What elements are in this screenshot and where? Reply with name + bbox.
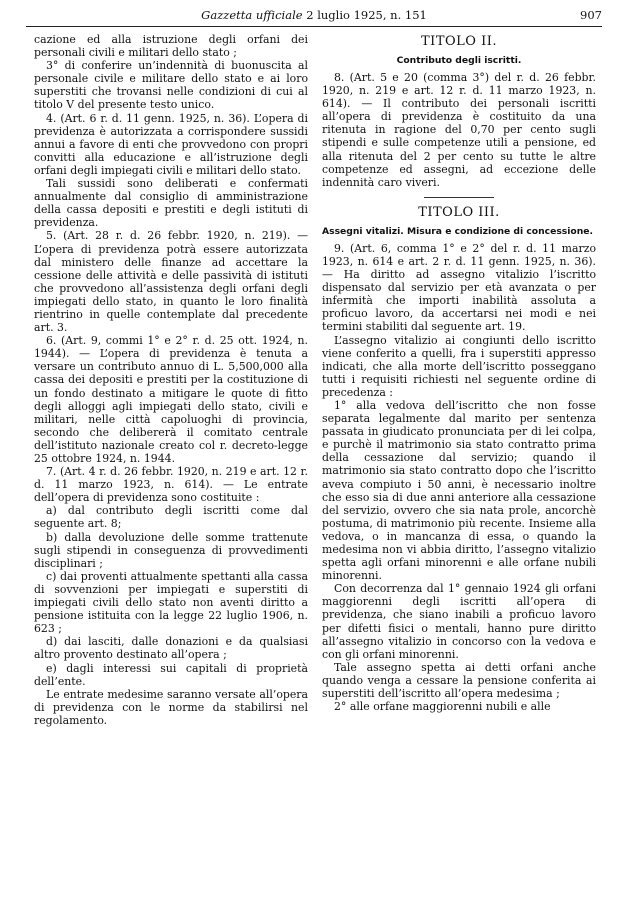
section-heading-titolo-2: TITOLO II. bbox=[421, 34, 497, 49]
section-subheading: Assegni vitalizi. Misura e condizione di concessione. bbox=[322, 225, 593, 237]
list-item: e) dagli interessi sui capitali di proprietà dell’ente. bbox=[34, 661, 308, 688]
paragraph: cazione ed alla istruzione degli orfani dei personali civili e militari dello stato ; bbox=[34, 33, 308, 60]
paragraph: Con decorrenza dal 1° gennaio 1924 gli orfani maggiorenni degli iscritti all’opera di previdenza, che siano inabili a proficuo lavoro per difetti fisici o mentali, hanno pure diritto all’assegno vitalizio in concorso con la vedova e con gli orfani minorenni. bbox=[322, 582, 596, 661]
paragraph: Tale assegno spetta ai detti orfani anche quando venga a cessare la pensione conferita ai superstiti dell’iscritto all’opera medesima ; bbox=[322, 660, 596, 701]
paragraph: L’assegno vitalizio ai congiunti dello iscritto viene conferito a quelli, fra i superstiti appresso indicati, che alla morte dell’iscritto posseggano tutti i requisiti richiesti nel seguente ordine di precedenza : bbox=[322, 333, 596, 399]
header-rule bbox=[26, 26, 602, 27]
article-9: 9. (Art. 6, comma 1° e 2° del r. d. 11 marzo 1923, n. 614 e art. 2 r. d. 11 genn. 1925, n. 36). — Ha diritto ad assegno vitalizio l’iscritto dispensato dal servizio per età avanzata o per infermità che importi inabilità assoluta a proficuo lavoro, da accertarsi nei modi e nei termini stabiliti dal seguente art. 19. bbox=[322, 241, 596, 334]
paragraph: 1° alla vedova dell’iscritto che non fosse separata legalmente dal marito per sentenza passata in giudicato pronunciata per di lei colpa, e purchè il matrimonio sia stato contratto prima della cessazione dal servizio; quando il matrimonio sia stato contratto dopo che l’iscritto aveva compiuto i 50 anni, è necessario inoltre che esso sia di due anni anteriore alla cessazione del servizio, ovvero che sia nata prole, ancorchè postuma, di matrimonio più recente. Insieme alla vedova, o in mancanza di essa, o quando la medesima non vi abbia diritto, l’assegno vitalizio spetta agli orfani minorenni e alle orfane nubili minorenni. bbox=[322, 398, 596, 583]
list-item: c) dai proventi attualmente spettanti alla cassa di sovvenzioni per impiegati e superstiti di impiegati civili dello stato non aventi diritto a pensione istituita con la legge 22 luglio 1906, n. 623 ; bbox=[34, 569, 308, 636]
article-8: 8. (Art. 5 e 20 (comma 3°) del r. d. 26 febbr. 1920, n. 219 e art. 12 r. d. 11 marzo 1923, n. 614). — Il contributo dei personali iscritti all’opera di previdenza è costituito da una ritenuta in ragione del 0,70 per cento sugli stipendi e sulle competenze utili a pensione, ed alla ritenuta del 2 per cento su tutte le altre competenze ed assegni, ad eccezione delle indennità caro viveri. bbox=[322, 71, 596, 189]
list-item: b) dalla devoluzione delle somme trattenute sugli stipendi in conseguenza di provvedimenti disciplinari ; bbox=[34, 530, 308, 570]
right-column bbox=[322, 33, 596, 713]
page-number: 907 bbox=[580, 8, 602, 22]
list-item: a) dal contributo degli iscritti come dal seguente art. 8; bbox=[34, 504, 308, 531]
header-title bbox=[26, 8, 602, 22]
section-heading-titolo-3: TITOLO III. bbox=[418, 204, 500, 220]
article-5: 5. (Art. 28 r. d. 26 febbr. 1920, n. 219). — L’opera di previdenza potrà essere autorizzata dal ministero delle finanze ad accettare la cessione delle attività e delle passività di istituti che provvedono all’assistenza degli orfani degli impiegati dello stato, in quanto le loro finalità rientrino in quelle contemplate dal precedente art. 3. bbox=[34, 229, 308, 335]
paragraph: Le entrate medesime saranno versate all’opera di previdenza con le norme da stabilirsi nel regolamento. bbox=[34, 687, 308, 727]
paragraph: 3° di conferire un’indennità di buonuscita al personale civile e militare dello stato e ai loro superstiti che trovansi nelle condizioni di cui al titolo V del presente testo unico. bbox=[34, 59, 308, 112]
section-divider bbox=[424, 197, 494, 198]
gazette-name: Gazzetta ufficiale bbox=[201, 8, 303, 22]
issue-date: 2 luglio 1925, n. 151 bbox=[306, 8, 427, 22]
section-subheading: Contributo degli iscritti. bbox=[396, 55, 522, 66]
article-7: 7. (Art. 4 r. d. 26 febbr. 1920, n. 219 e art. 12 r. d. 11 marzo 1923, n. 614). — Le entrate dell’opera di previdenza sono costituite : bbox=[34, 465, 308, 505]
left-column bbox=[34, 33, 308, 727]
article-4: 4. (Art. 6 r. d. 11 genn. 1925, n. 36). L’opera di previdenza è autorizzata a corrispondere sussidi annui a favore di enti che provvedono con propri convitti alla educazione e all’istruzione degli orfani degli impiegati civili e militari dello stato. bbox=[34, 111, 308, 177]
list-item: d) dai lasciti, dalle donazioni e da qualsiasi altro provento destinato all’opera ; bbox=[34, 635, 308, 662]
paragraph: Tali sussidi sono deliberati e confermati annualmente dal consiglio di amministrazione della cassa depositi e prestiti e degli istituti di previdenza. bbox=[34, 177, 308, 230]
article-6: 6. (Art. 9, commi 1° e 2° r. d. 25 ott. 1924, n. 1944). — L’opera di previdenza è tenuta a versare un contributo annuo di L. 5,500,000 alla cassa dei depositi e prestiti per la costituzione di un fondo destinato a mitigare le quote di fitto degli alloggi agli impiegati dello stato, civili e militari, nelle città capoluoghi di provincia, secondo che delibererà il comitato centrale dell’istituto nazionale creato col r. decreto-legge 25 ottobre 1924, n. 1944. bbox=[34, 334, 308, 465]
paragraph: 2° alle orfane maggiorenni nubili e alle bbox=[334, 700, 551, 714]
